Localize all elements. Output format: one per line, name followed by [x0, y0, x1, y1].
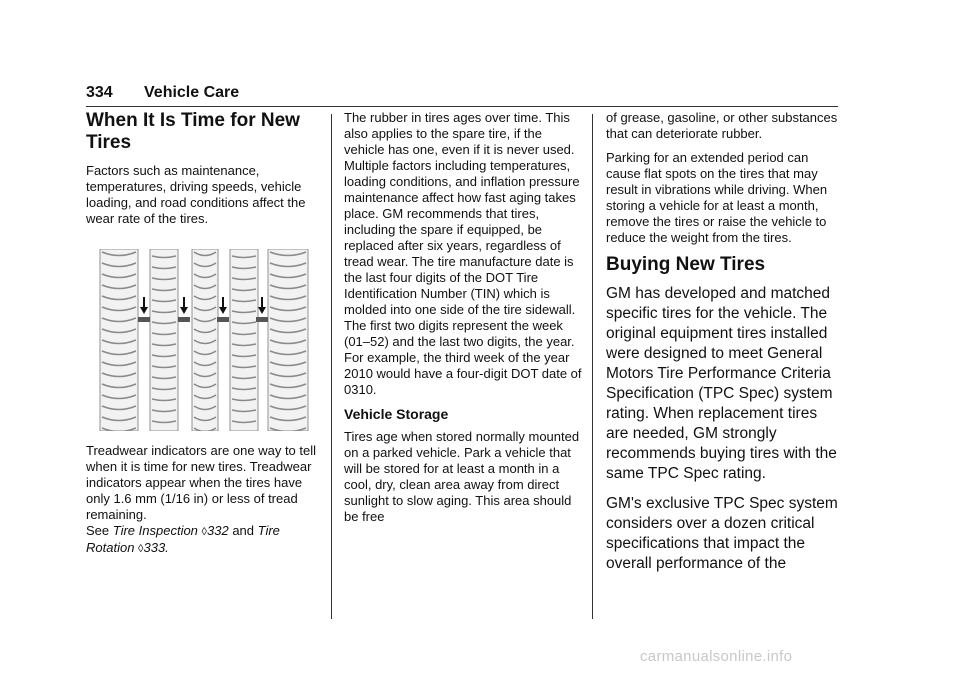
arrow-head-icon: [219, 307, 227, 314]
treadwear-indicator-bar: [217, 317, 229, 322]
link-tire-rotation[interactable]: Tire Rotation: [86, 523, 280, 555]
page-ref-icon: ◊: [138, 543, 144, 555]
tread-rib: [192, 249, 218, 431]
tread-rib: [268, 249, 308, 431]
page-ref-333[interactable]: 333.: [143, 540, 169, 555]
treadwear-indicator-bar: [138, 317, 150, 322]
and-text: and: [232, 523, 255, 538]
arrow-head-icon: [258, 307, 266, 314]
page-ref-icon: ◊: [201, 526, 207, 538]
column-divider-2: [592, 114, 593, 619]
column-2: [344, 110, 582, 533]
link-tire-inspection[interactable]: Tire Inspection: [112, 523, 198, 538]
page-number: 334: [86, 84, 113, 101]
column-divider-1: [331, 114, 332, 619]
treadwear-indicator-illustration: [96, 249, 316, 431]
page-header: [86, 84, 838, 107]
tread-rib: [230, 249, 258, 431]
flat-spots-paragraph: Parking for an extended period can cause flat spots on the tires that may result in vibrations while driving. When storing a vehicle for at least a month, remove the tires or raise the vehicle to reduce the weight from the tires.: [606, 150, 828, 245]
heading-vehicle-storage: Vehicle Storage: [344, 406, 449, 422]
treadwear-indicator-bar: [256, 317, 268, 322]
column-1: [86, 110, 324, 565]
treadwear-text: Treadwear indicators are one way to tell when it is time for new tires. Treadwear indicators appear when the tires have only 1.6 mm (1/16 in) or less of tread remaining.: [86, 443, 317, 522]
storage-continued-paragraph: of grease, gasoline, or other substances that can deteriorate rubber.: [606, 110, 838, 141]
column-3: [606, 110, 842, 584]
storage-paragraph: Tires age when stored normally mounted on a parked vehicle. Park a vehicle that will be stored for at least a month in a cool, dry, clean area away from direct sunlight to slow aging. This area should be free: [344, 429, 580, 524]
tread-rib: [150, 249, 178, 431]
gm-tires-paragraph: GM has developed and matched specific tires for the vehicle. The original equipment tires installed were designed to meet General Motors Tire Performance Criteria Specification (TPC Spec) system rating. When replacement tires are needed, GM strongly recommends buying tires with the same TPC Spec rating.: [606, 285, 837, 482]
arrow-head-icon: [140, 307, 148, 314]
treadwear-paragraph: [86, 443, 324, 557]
tread-rib: [100, 249, 138, 431]
heading-buying-new-tires: Buying New Tires: [606, 254, 766, 275]
section-title: Vehicle Care: [144, 84, 240, 101]
watermark: carmanualsonline.info: [640, 648, 793, 665]
page-ref-332[interactable]: 332: [206, 523, 229, 538]
see-text: See: [86, 523, 110, 538]
heading-new-tires: When It Is Time for New Tires: [86, 110, 300, 153]
tpc-spec-paragraph: GM's exclusive TPC Spec system considers over a dozen critical specifications that impact the overall performance of the: [606, 495, 838, 572]
intro-paragraph: Factors such as maintenance, temperatures, driving speeds, vehicle loading, and road conditions affect the wear rate of the tires.: [86, 163, 306, 226]
arrow-head-icon: [180, 307, 188, 314]
tire-aging-paragraph: The rubber in tires ages over time. This also applies to the spare tire, if the vehicle has one, even if it is never used. Multiple factors including temperatures, loading conditions, and inflation pressure maintenance affect how fast aging takes place. GM recommends that tires, including the spare if equipped, be replaced after six years, regardless of tread wear. The tire manufacture date is the last four digits of the DOT Tire Identification Number (TIN) which is molded into one side of the tire sidewall. The first two digits represent the week (01–52) and the last two digits, the year. For example, the third week of the year 2010 would have a four-digit DOT date of 0310.: [344, 110, 582, 397]
treadwear-indicator-bar: [178, 317, 190, 322]
